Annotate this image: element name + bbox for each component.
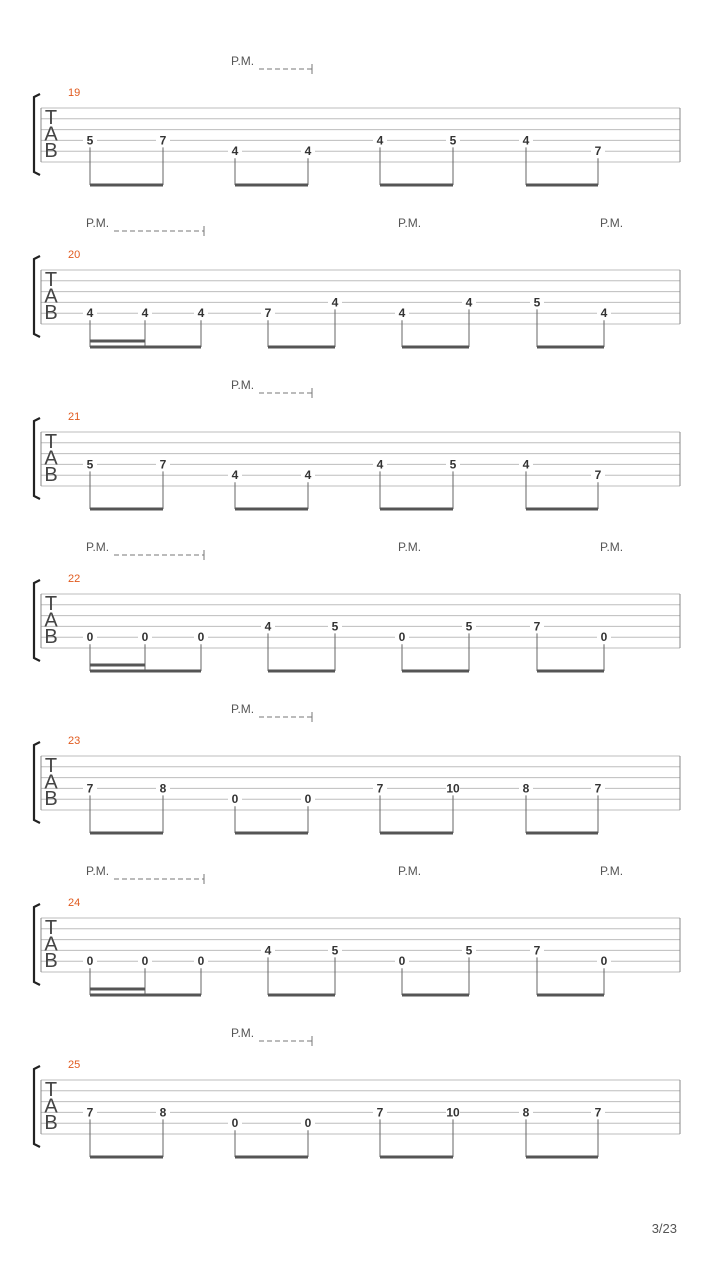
system-brace bbox=[34, 580, 40, 661]
palm-mute-label: P.M. bbox=[231, 54, 255, 68]
tab-clef-letter: A bbox=[44, 933, 58, 956]
page-number: 3/23 bbox=[651, 1221, 677, 1236]
fret-number: 8 bbox=[159, 781, 167, 796]
fret-number: 0 bbox=[86, 954, 94, 969]
palm-mute-label: P.M. bbox=[231, 378, 255, 392]
system-brace bbox=[34, 904, 40, 985]
system-brace bbox=[34, 1066, 40, 1147]
measure-number: 20 bbox=[68, 249, 81, 261]
palm-mute-label: P.M. bbox=[231, 1026, 255, 1040]
palm-mute-label: P.M. bbox=[86, 864, 110, 878]
fret-number: 4 bbox=[376, 457, 384, 472]
fret-number: 5 bbox=[533, 295, 541, 310]
fret-number: 5 bbox=[449, 133, 457, 148]
palm-mute-label: P.M. bbox=[398, 540, 422, 554]
fret-number: 4 bbox=[376, 133, 384, 148]
tab-clef-letter: A bbox=[44, 123, 58, 146]
palm-mute-label: P.M. bbox=[86, 216, 110, 230]
fret-number: 7 bbox=[159, 133, 167, 148]
fret-number: 4 bbox=[331, 295, 339, 310]
fret-number: 0 bbox=[231, 792, 239, 807]
fret-number: 0 bbox=[304, 1116, 312, 1131]
fret-number: 4 bbox=[231, 468, 239, 483]
palm-mute-label: P.M. bbox=[398, 216, 422, 230]
fret-number: 4 bbox=[231, 144, 239, 159]
fret-number: 7 bbox=[594, 468, 602, 483]
tab-clef-letter: B bbox=[44, 950, 58, 972]
measure-number: 21 bbox=[68, 411, 81, 423]
fret-number: 4 bbox=[465, 295, 473, 310]
measure-number: 19 bbox=[68, 87, 81, 99]
fret-number: 4 bbox=[600, 306, 608, 321]
system-brace bbox=[34, 742, 40, 823]
tab-clef-letter: A bbox=[44, 447, 58, 470]
fret-number: 0 bbox=[197, 954, 205, 969]
palm-mute-label: P.M. bbox=[600, 540, 624, 554]
palm-mute-label: P.M. bbox=[231, 702, 255, 716]
fret-number: 0 bbox=[398, 630, 406, 645]
fret-number: 5 bbox=[449, 457, 457, 472]
fret-number: 0 bbox=[141, 954, 149, 969]
tab-clef-letter: A bbox=[44, 609, 58, 632]
fret-number: 0 bbox=[141, 630, 149, 645]
tab-clef-letter: B bbox=[44, 1112, 58, 1134]
fret-number: 7 bbox=[594, 1105, 602, 1120]
fret-number: 0 bbox=[398, 954, 406, 969]
fret-number: 10 bbox=[446, 781, 460, 796]
fret-number: 4 bbox=[197, 306, 205, 321]
fret-number: 5 bbox=[86, 457, 94, 472]
fret-number: 4 bbox=[522, 457, 530, 472]
fret-number: 8 bbox=[522, 1105, 530, 1120]
fret-number: 4 bbox=[264, 943, 272, 958]
fret-number: 4 bbox=[86, 306, 94, 321]
fret-number: 7 bbox=[86, 1105, 94, 1120]
tab-clef-letter: T bbox=[44, 755, 58, 777]
fret-number: 7 bbox=[376, 1105, 384, 1120]
palm-mute-label: P.M. bbox=[600, 864, 624, 878]
palm-mute-label: P.M. bbox=[86, 540, 110, 554]
tab-clef-letter: A bbox=[44, 771, 58, 794]
tab-clef-letter: T bbox=[44, 593, 58, 615]
fret-number: 0 bbox=[197, 630, 205, 645]
tab-clef-letter: T bbox=[44, 269, 58, 291]
tab-clef-letter: A bbox=[44, 1095, 58, 1118]
fret-number: 4 bbox=[304, 144, 312, 159]
fret-number: 7 bbox=[264, 306, 272, 321]
tab-clef-letter: T bbox=[44, 1079, 58, 1101]
fret-number: 5 bbox=[86, 133, 94, 148]
fret-number: 8 bbox=[522, 781, 530, 796]
tab-clef-letter: A bbox=[44, 285, 58, 308]
fret-number: 10 bbox=[446, 1105, 460, 1120]
tab-clef-letter: T bbox=[44, 431, 58, 453]
tab-clef-letter: B bbox=[44, 140, 58, 162]
fret-number: 4 bbox=[141, 306, 149, 321]
fret-number: 7 bbox=[86, 781, 94, 796]
fret-number: 0 bbox=[304, 792, 312, 807]
tab-clef-letter: B bbox=[44, 626, 58, 648]
palm-mute-label: P.M. bbox=[600, 216, 624, 230]
fret-number: 4 bbox=[522, 133, 530, 148]
fret-number: 4 bbox=[398, 306, 406, 321]
fret-number: 7 bbox=[533, 619, 541, 634]
fret-number: 0 bbox=[86, 630, 94, 645]
fret-number: 8 bbox=[159, 1105, 167, 1120]
fret-number: 0 bbox=[600, 630, 608, 645]
fret-number: 5 bbox=[465, 619, 473, 634]
palm-mute-label: P.M. bbox=[398, 864, 422, 878]
tab-clef-letter: T bbox=[44, 107, 58, 129]
fret-number: 7 bbox=[594, 144, 602, 159]
measure-number: 24 bbox=[68, 897, 81, 909]
fret-number: 5 bbox=[331, 943, 339, 958]
fret-number: 0 bbox=[231, 1116, 239, 1131]
tab-clef-letter: T bbox=[44, 917, 58, 939]
fret-number: 7 bbox=[594, 781, 602, 796]
measure-number: 22 bbox=[68, 573, 81, 585]
fret-number: 0 bbox=[600, 954, 608, 969]
system-brace bbox=[34, 418, 40, 499]
fret-number: 7 bbox=[533, 943, 541, 958]
fret-number: 4 bbox=[304, 468, 312, 483]
fret-number: 5 bbox=[465, 943, 473, 958]
tab-clef-letter: B bbox=[44, 788, 58, 810]
fret-number: 7 bbox=[159, 457, 167, 472]
measure-number: 25 bbox=[68, 1059, 81, 1071]
fret-number: 5 bbox=[331, 619, 339, 634]
measure-number: 23 bbox=[68, 735, 81, 747]
tab-clef-letter: B bbox=[44, 464, 58, 486]
fret-number: 4 bbox=[264, 619, 272, 634]
system-brace bbox=[34, 256, 40, 337]
system-brace bbox=[34, 94, 40, 175]
fret-number: 7 bbox=[376, 781, 384, 796]
tab-clef-letter: B bbox=[44, 302, 58, 324]
